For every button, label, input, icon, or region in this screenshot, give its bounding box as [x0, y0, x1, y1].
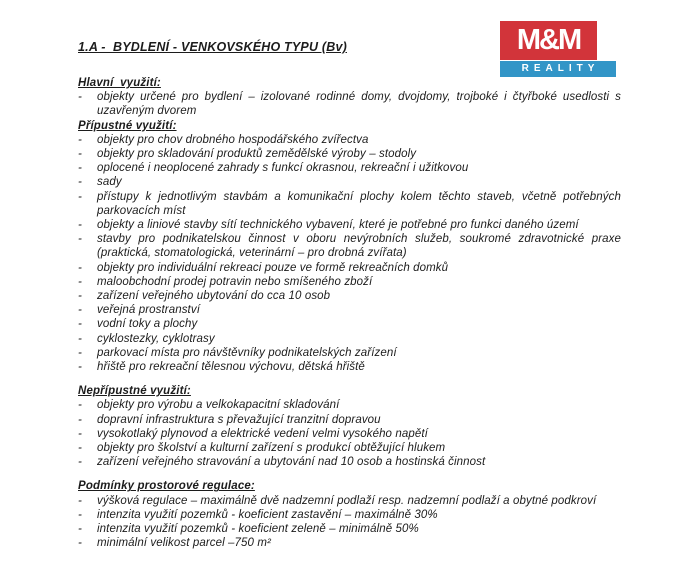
- list-item: - maloobchodní prodej potravin nebo smíšeného zboží: [78, 275, 621, 289]
- section-heading: Hlavní využití:: [78, 77, 161, 89]
- list-item: - objekty pro chov drobného hospodářského zvířectva: [78, 133, 621, 147]
- section: [78, 384, 621, 469]
- page-title: 1.A - BYDLENÍ - VENKOVSKÉHO TYPU (Bv): [78, 40, 347, 54]
- section-heading: Přípustné využití:: [78, 119, 177, 132]
- section-item-list: [78, 398, 621, 469]
- list-item: - zařízení veřejného ubytování do cca 10 osob: [78, 289, 621, 303]
- list-item: - vodní toky a plochy: [78, 317, 621, 331]
- list-item: - výšková regulace – maximálně dvě nadzemní podlaží resp. nadzemní podlaží a obytné podkroví: [78, 494, 621, 508]
- section: [78, 479, 621, 550]
- logo-mm-text: M&M: [500, 21, 597, 60]
- section: [78, 76, 621, 119]
- section-item-list: [78, 90, 621, 118]
- list-item: - objekty pro výrobu a velkokapacitní skladování: [78, 398, 621, 412]
- list-item: - intenzita využití pozemků - koeficient zastavění – maximálně 30%: [78, 508, 621, 522]
- list-item: - minimální velikost parcel –750 m²: [78, 536, 621, 550]
- document-content: [78, 40, 621, 551]
- list-item: - oplocené i neoplocené zahrady s funkcí okrasnou, rekreační i užitkovou: [78, 161, 621, 175]
- list-item: - objekty pro individuální rekreaci pouze ve formě rekreačních domků: [78, 261, 621, 275]
- list-item: - parkovací místa pro návštěvníky podnikatelských zařízení: [78, 346, 621, 360]
- sections-container: [78, 76, 621, 551]
- list-item: - stavby pro podnikatelskou činnost v oboru nevýrobních služeb, soukromé zdravotnické praxe (praktická, stomatologická, veterinární – pro drobná zvířata): [78, 232, 621, 260]
- logo-reality-text: REALITY: [500, 61, 616, 77]
- list-item: - objekty pro skladování produktů zemědělské výroby – stodoly: [78, 147, 621, 161]
- list-item: - cyklostezky, cyklotrasy: [78, 332, 621, 346]
- list-item: - objekty určené pro bydlení – izolované rodinné domy, dvojdomy, trojboké i čtyřboké usedlosti s uzavřeným dvorem: [78, 90, 621, 118]
- list-item: - intenzita využití pozemků - koeficient zeleně – minimálně 50%: [78, 522, 621, 536]
- list-item: - objekty a liniové stavby sítí technického vybavení, které je potřebné pro funkci daného území: [78, 218, 621, 232]
- section-item-list: [78, 494, 621, 551]
- section-heading: Nepřípustné využití:: [78, 385, 191, 398]
- section: [78, 119, 621, 375]
- section-heading: Podmínky prostorové regulace:: [78, 480, 255, 493]
- list-item: - vysokotlaký plynovod a elektrické vedení velmi vysokého napětí: [78, 427, 621, 441]
- list-item: - hřiště pro rekreační tělesnou výchovu, dětská hřiště: [78, 360, 621, 374]
- list-item: - přístupy k jednotlivým stavbám a komunikační plochy kolem těchto staveb, včetně potřebných parkovacích míst: [78, 190, 621, 218]
- list-item: - dopravní infrastruktura s převažující tranzitní dopravou: [78, 413, 621, 427]
- list-item: - objekty pro školství a kulturní zařízení s produkcí obtěžující hlukem: [78, 441, 621, 455]
- list-item: - veřejná prostranství: [78, 303, 621, 317]
- list-item: - sady: [78, 175, 621, 189]
- list-item: - zařízení veřejného stravování a ubytování nad 10 osob a hostinská činnost: [78, 455, 621, 469]
- section-item-list: [78, 133, 621, 374]
